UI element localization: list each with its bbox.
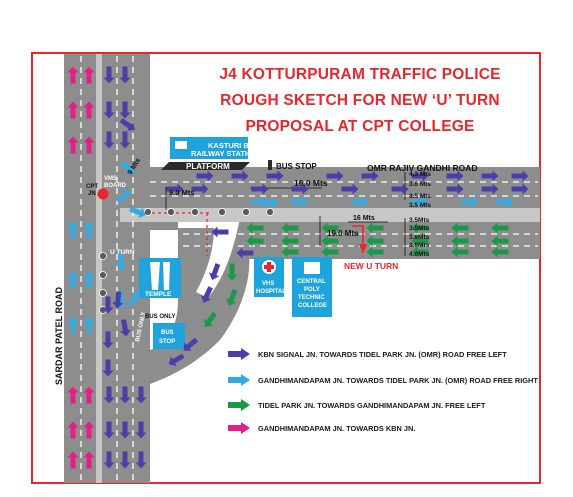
bus-only-label-1: BUS ONLY bbox=[145, 314, 176, 320]
legend-arrow-icon bbox=[228, 399, 250, 411]
dim-9-side: 9.0 Mts bbox=[169, 188, 195, 197]
cpt-jn-label-1: CPT bbox=[86, 184, 98, 190]
bus-stop-side-label-2: STOP bbox=[159, 339, 176, 345]
vms-board-label-2: BOARD bbox=[104, 183, 126, 189]
vhs-label-2: HOSPITAL bbox=[256, 289, 286, 295]
legend-label: GANDHIMANDAPAM JN. TOWARDS TIDEL PARK JN. (OMR) ROAD FREE RIGHT bbox=[258, 375, 538, 385]
side-bus-stop bbox=[153, 323, 185, 349]
bus-stop-top-label: BUS STOP bbox=[276, 162, 317, 171]
college-icon bbox=[304, 262, 320, 274]
train-icon bbox=[175, 141, 187, 149]
title-line-3: PROPOSAL AT CPT COLLEGE bbox=[245, 118, 475, 135]
sp-median bbox=[96, 54, 102, 483]
bus-only-label-2: BUS ONLY bbox=[135, 311, 148, 343]
legend-label: KBN SIGNAL JN. TOWARDS TIDEL PARK JN. (OMR) ROAD FREE LEFT bbox=[258, 349, 507, 359]
dim-r3: 3.5 Mts bbox=[409, 193, 432, 200]
legend-label: TIDEL PARK JN. TOWARDS GANDHIMANDAPAM JN. FREE LEFT bbox=[258, 400, 486, 410]
bus-stop-side-label-1: BUS bbox=[161, 330, 174, 336]
dim-r2: 3.6 Mts bbox=[409, 181, 432, 188]
cross-icon-bar bbox=[264, 265, 274, 269]
new-u-turn-label: NEW U TURN bbox=[344, 261, 399, 271]
dim-16-top: 16.0 Mts bbox=[294, 178, 328, 188]
temple-tower-icon-2 bbox=[163, 262, 170, 290]
college-label-1: CENTRAL bbox=[297, 279, 326, 285]
college-label-4: COLLEGE bbox=[298, 303, 328, 309]
legend-item bbox=[228, 373, 538, 387]
college-label-2: POLY bbox=[304, 287, 320, 293]
dim-r7: 3.6Mts bbox=[409, 234, 430, 241]
legend-label: GANDHIMANDAPAM JN. TOWARDS KBN JN. bbox=[258, 423, 416, 433]
title-line-1: J4 KOTTURPURAM TRAFFIC POLICE bbox=[219, 66, 501, 83]
legend-item bbox=[228, 421, 415, 435]
legend-item bbox=[228, 398, 485, 412]
legend-arrow-icon bbox=[228, 348, 250, 360]
bus-stop-shelter-top bbox=[268, 160, 272, 170]
title-line-2: ROUGH SKETCH FOR NEW ‘U’ TURN bbox=[220, 92, 500, 109]
dim-9-top: 9 Mts bbox=[126, 157, 143, 177]
cpt-jn-label-2: JN bbox=[88, 191, 96, 197]
platform-label: PLATFORM bbox=[186, 162, 230, 171]
cpt-junction-marker bbox=[98, 189, 109, 200]
dim-16-mid: 16 Mts bbox=[353, 215, 375, 222]
legend-arrow-icon bbox=[228, 374, 250, 386]
station-label-2: RAILWAY STATION bbox=[191, 149, 259, 158]
dim-r4: 3.5 Mts bbox=[409, 202, 432, 209]
legend-item bbox=[228, 347, 507, 361]
legend-arrow-icon bbox=[228, 422, 250, 434]
u-turn-label: U TURN bbox=[110, 249, 135, 256]
dim-r6: 3.5Mts bbox=[409, 225, 430, 232]
dim-r1: 4.3 Mts bbox=[409, 171, 432, 178]
temple-label: TEMPLE bbox=[145, 291, 172, 298]
station-label-1: KASTURI BAI bbox=[208, 141, 257, 150]
vhs-label-1: VHS bbox=[262, 281, 275, 287]
omr-road-label: OMR RAJIV GANDHI ROAD bbox=[367, 163, 478, 173]
dim-r5: 3.5Mts bbox=[409, 217, 430, 224]
dim-r9: 4.0Mts bbox=[409, 251, 430, 258]
college-label-3: TECHNIC bbox=[298, 295, 325, 301]
dim-19: 19.0 Mts bbox=[327, 229, 359, 238]
vms-board-label-1: VMS bbox=[104, 176, 118, 182]
dim-r8: 3.6Mts bbox=[409, 242, 430, 249]
sardar-patel-road bbox=[64, 54, 150, 483]
sardar-patel-road-label: SARDAR PATEL ROAD bbox=[54, 286, 64, 385]
omr-median bbox=[120, 208, 540, 222]
